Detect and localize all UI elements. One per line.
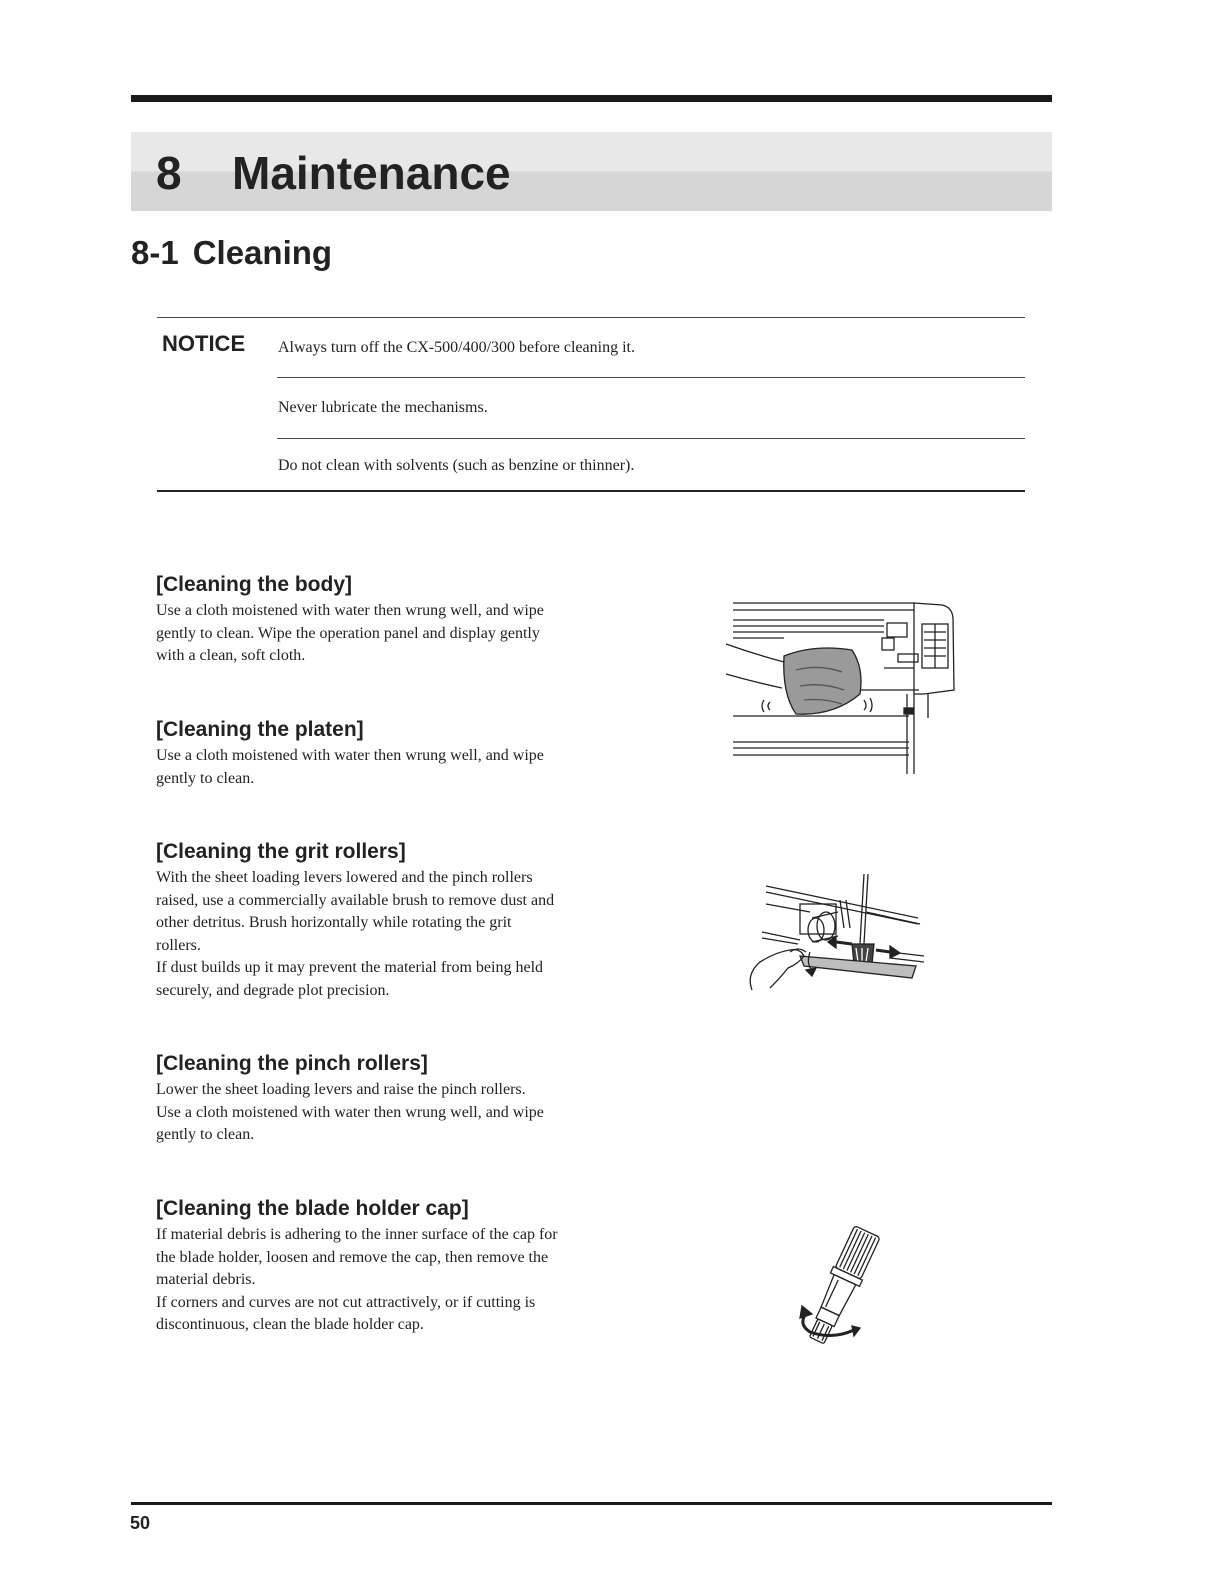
notice-top-rule xyxy=(157,317,1025,318)
heading-cleaning-pinch-rollers: [Cleaning the pinch rollers] xyxy=(156,1052,428,1075)
notice-item-power-off: Always turn off the CX-500/400/300 before cleaning it. xyxy=(278,339,635,356)
notice-separator xyxy=(277,377,1025,378)
chapter-title xyxy=(156,145,511,201)
text-line: If corners and curves are not cut attractively, or if cutting is xyxy=(156,1293,536,1311)
blade-holder-cap-illustration xyxy=(792,1220,898,1355)
notice-bottom-rule xyxy=(157,490,1025,492)
top-rule xyxy=(131,95,1052,102)
page-number: 50 xyxy=(130,1513,151,1533)
text-cleaning-blade-holder-cap xyxy=(156,1224,586,1337)
chapter-name: Maintenance xyxy=(232,147,511,199)
text-line: gently to clean. xyxy=(156,1126,255,1143)
text-cleaning-body xyxy=(156,600,586,668)
notice-label: NOTICE xyxy=(162,331,246,356)
text-line: other detritus. Brush horizontally while rotating the grit xyxy=(156,914,512,931)
text-line: gently to clean. Wipe the operation panel and display gently xyxy=(156,624,540,642)
heading-cleaning-blade-holder-cap: [Cleaning the blade holder cap] xyxy=(156,1197,469,1220)
heading-cleaning-grit-rollers: [Cleaning the grit rollers] xyxy=(156,840,406,863)
heading-cleaning-body: [Cleaning the body] xyxy=(156,573,352,596)
text-line: If dust builds up it may prevent the material from being held xyxy=(156,959,544,976)
text-line: with a clean, soft cloth. xyxy=(156,647,306,664)
text-line: Use a cloth moistened with water then wrung well, and wipe xyxy=(156,602,544,619)
notice-item-no-lubricate: Never lubricate the mechanisms. xyxy=(278,399,488,416)
grit-roller-brushing-illustration xyxy=(740,870,930,995)
text-line: discontinuous, clean the blade holder cap. xyxy=(156,1316,424,1333)
text-line: securely, and degrade plot precision. xyxy=(156,981,390,999)
notice-item-no-solvents: Do not clean with solvents (such as benzine or thinner). xyxy=(278,457,635,474)
bottom-rule xyxy=(131,1502,1052,1505)
text-line: the blade holder, loosen and remove the cap, then remove the xyxy=(156,1248,549,1266)
section-name: Cleaning xyxy=(192,234,333,271)
text-line: material debris. xyxy=(156,1271,256,1288)
text-line: gently to clean. xyxy=(156,769,255,787)
text-line: Lower the sheet loading levers and raise the pinch rollers. xyxy=(156,1081,526,1098)
text-line: With the sheet loading levers lowered and the pinch rollers xyxy=(156,869,533,886)
text-line: Use a cloth moistened with water then wrung well, and wipe xyxy=(156,747,544,764)
text-line: Use a cloth moistened with water then wrung well, and wipe xyxy=(156,1103,544,1121)
text-line: If material debris is adhering to the inner surface of the cap for xyxy=(156,1226,558,1243)
text-line: raised, use a commercially available brush to remove dust and xyxy=(156,891,555,909)
heading-cleaning-platen: [Cleaning the platen] xyxy=(156,718,364,741)
cutter-body-cleaning-illustration xyxy=(724,598,960,778)
text-cleaning-grit-rollers xyxy=(156,867,586,1002)
notice-separator xyxy=(277,438,1025,439)
section-title xyxy=(131,232,332,274)
chapter-number: 8 xyxy=(156,147,182,199)
text-line: rollers. xyxy=(156,936,201,954)
text-cleaning-platen xyxy=(156,745,586,790)
text-cleaning-pinch-rollers xyxy=(156,1079,586,1147)
section-number: 8-1 xyxy=(131,234,179,271)
